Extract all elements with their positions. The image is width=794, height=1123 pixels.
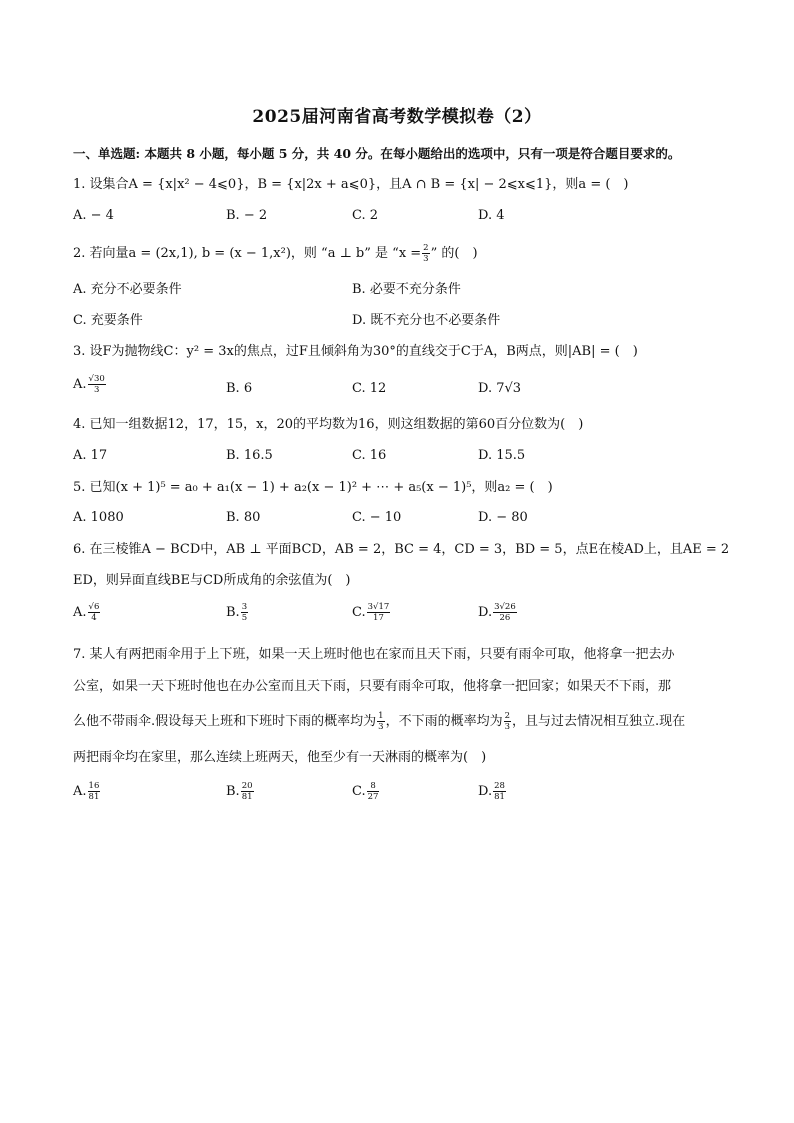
question-3-option-b: B. 6 xyxy=(226,381,253,396)
question-7-fraction-1: $\frac{1}{3}$ xyxy=(378,711,384,732)
question-1-option-c: C. 2 xyxy=(352,208,379,223)
question-6-option-a: A. $\frac{√6}{4}$ xyxy=(73,602,100,623)
question-3-option-c: C. 12 xyxy=(352,381,387,396)
question-1-option-b: B. − 2 xyxy=(226,208,268,223)
question-2-option-a: A. 充分不必要条件 xyxy=(73,282,182,297)
question-5-option-b: B. 80 xyxy=(226,510,261,525)
question-2-option-b: B. 必要不充分条件 xyxy=(352,282,461,297)
question-6-option-c: C. $\frac{3√17}{17}$ xyxy=(352,602,390,623)
question-7-line-3: 么他不带雨伞.假设每天上班和下班时下雨的概率均为 $\frac{1}{3}$ ，不下雨的概率均为 $\frac{2}{3}$ ，且与过去情况相互独立.现在 xyxy=(73,711,686,732)
question-7-option-c: C. $\frac{8}{27}$ xyxy=(352,781,379,802)
question-4-option-c: C. 16 xyxy=(352,448,387,463)
question-2-stem-tail: ” 的( ) xyxy=(430,246,478,261)
question-2-stem xyxy=(73,243,733,264)
question-7-line-1: 7. 某人有两把雨伞用于上下班，如果一天上班时他也在家而且天下雨，只要有雨伞可取，他将拿一把去办 xyxy=(73,647,675,662)
question-5-option-d: D. − 80 xyxy=(478,510,528,525)
page-title: 2025届河南省高考数学模拟卷（2） xyxy=(252,107,542,127)
question-7-option-b: B. $\frac{20}{81}$ xyxy=(226,781,253,802)
question-2-stem-text: 2. 若向量a = (2x,1), b = (x − 1,x²)，则 “a ⊥ b” 是 “x = xyxy=(73,246,422,261)
question-6-option-d: D. $\frac{3√26}{26}$ xyxy=(478,602,516,623)
question-7-line-2: 公室，如果一天下班时他也在办公室而且天下雨，只要有雨伞可取，他将拿一把回家；如果天不下雨，那 xyxy=(73,679,672,694)
question-7-option-a: A. $\frac{16}{81}$ xyxy=(73,781,100,802)
question-3-option-a: A. $\frac{√30}{3}$ xyxy=(73,374,105,395)
question-7-line-4: 两把雨伞均在家里，那么连续上班两天，他至少有一天淋雨的概率为( ) xyxy=(73,750,487,765)
question-2-option-c: C. 充要条件 xyxy=(73,313,143,328)
question-4-option-b: B. 16.5 xyxy=(226,448,273,463)
question-3-option-d: D. 7√3 xyxy=(478,381,522,396)
question-7-fraction-2: $\frac{2}{3}$ xyxy=(504,711,510,732)
question-4-stem: 4. 已知一组数据12，17，15，x，20的平均数为16，则这组数据的第60百分位数为( ) xyxy=(73,417,584,432)
question-5-stem: 5. 已知(x + 1)⁵ = a₀ + a₁(x − 1) + a₂(x − 1)² + ⋯ + a₅(x − 1)⁵，则a₂ = ( ) xyxy=(73,480,553,495)
question-3-stem: 3. 设F为抛物线C：y² = 3x的焦点，过F且倾斜角为30°的直线交于C于A，B两点，则|AB| = ( ) xyxy=(73,344,638,359)
question-5-option-a: A. 1080 xyxy=(73,510,124,525)
question-6-stem-line-2: ED，则异面直线BE与CD所成角的余弦值为( ) xyxy=(73,573,351,588)
question-7-option-d: D. $\frac{28}{81}$ xyxy=(478,781,505,802)
question-2-option-d: D. 既不充分也不必要条件 xyxy=(352,313,501,328)
question-6-option-b: B. $\frac{3}{5}$ xyxy=(226,602,248,623)
question-6-stem-line-1: 6. 在三棱锥A − BCD中，AB ⊥ 平面BCD，AB = 2，BC = 4，CD = 3，BD = 5，点E在棱AD上，且AE = 2 xyxy=(73,542,730,557)
question-3-option-a-fraction: $\frac{√30}{3}$ xyxy=(88,374,105,395)
question-4-option-d: D. 15.5 xyxy=(478,448,526,463)
question-5-option-c: C. − 10 xyxy=(352,510,402,525)
section-header: 一、单选题: 本题共 8 小题，每小题 5 分，共 40 分。在每小题给出的选项中，只有一项是符合题目要求的。 xyxy=(73,146,681,161)
question-1-stem: 1. 设集合A = {x|x² − 4⩽0}，B = {x|2x + a⩽0}，且A ∩ B = {x| − 2⩽x⩽1}，则a = ( ) xyxy=(73,177,629,192)
question-4-option-a: A. 17 xyxy=(73,448,108,463)
question-1-option-a: A. − 4 xyxy=(73,208,114,223)
question-2-fraction: $\frac{2}{3}$ xyxy=(423,243,429,264)
question-1-option-d: D. 4 xyxy=(478,208,505,223)
